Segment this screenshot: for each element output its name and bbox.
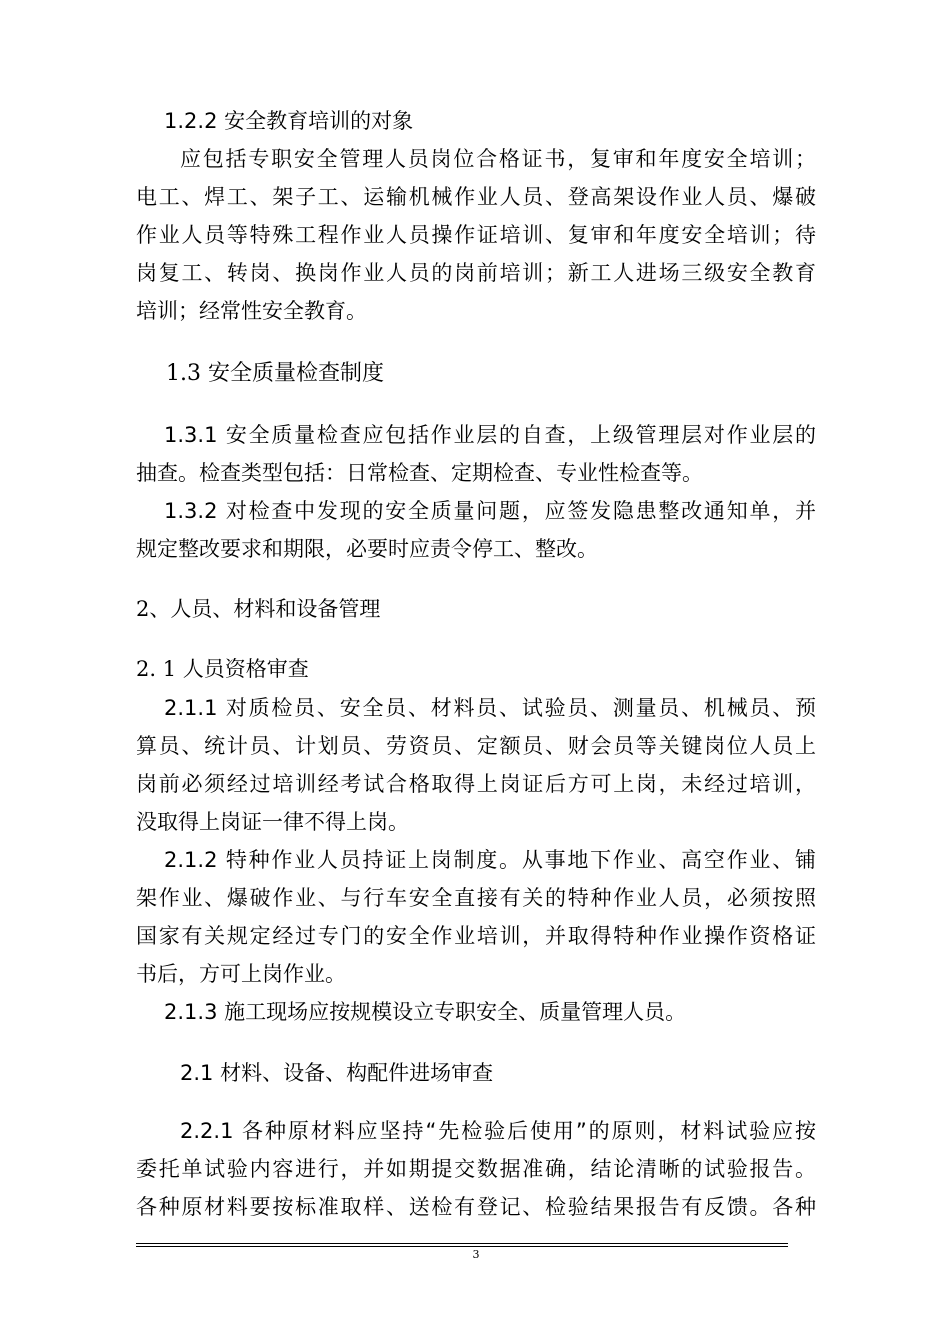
heading-1-2-2: 1.2.2 安全教育培训的对象 bbox=[164, 109, 414, 133]
paragraph-line: 2.1.1 对质检员、安全员、材料员、试验员、测量员、机械员、预 bbox=[164, 696, 816, 720]
footer-rule-bottom bbox=[136, 1246, 788, 1247]
heading-1-3 bbox=[166, 355, 384, 393]
heading-2-1 bbox=[136, 650, 309, 688]
paragraph-line: 抽查。检查类型包括：日常检查、定期检查、专业性检查等。 bbox=[136, 461, 703, 485]
paragraph-line: 培训；经常性安全教育。 bbox=[136, 299, 367, 323]
heading-number: 2 bbox=[136, 597, 150, 621]
heading-2 bbox=[136, 590, 380, 628]
paragraph-line: 2.1.3 施工现场应按规模设立专职安全、质量管理人员。 bbox=[164, 1000, 687, 1024]
paragraph-line: 国家有关规定经过专门的安全作业培训，并取得特种作业操作资格证 bbox=[136, 924, 816, 948]
paragraph-line: 各种原材料要按标准取样、送检有登记、检验结果报告有反馈。各种 bbox=[136, 1195, 816, 1219]
heading-2-2: 2.1 材料、设备、构配件进场审查 bbox=[180, 1061, 494, 1085]
paragraph-line: 规定整改要求和期限，必要时应责令停工、整改。 bbox=[136, 537, 598, 561]
paragraph-line: 书后，方可上岗作业。 bbox=[136, 962, 346, 986]
heading-number: 1.3 bbox=[166, 361, 201, 386]
heading-title: 安全质量检查制度 bbox=[208, 361, 385, 386]
paragraph-line: 委托单试验内容进行，并如期提交数据准确，结论清晰的试验报告。 bbox=[136, 1157, 816, 1181]
paragraph-line: 岗复工、转岗、换岗作业人员的岗前培训；新工人进场三级安全教育 bbox=[136, 261, 816, 285]
heading-title: 、人员、材料和设备管理 bbox=[149, 597, 381, 621]
paragraph-line: 作业人员等特殊工程作业人员操作证培训、复审和年度安全培训；待 bbox=[136, 223, 816, 247]
paragraph-line: 电工、焊工、架子工、运输机械作业人员、登高架设作业人员、爆破 bbox=[136, 185, 816, 209]
paragraph-line: 应包括专职安全管理人员岗位合格证书，复审和年度安全培训； bbox=[180, 147, 816, 171]
paragraph-line: 架作业、爆破作业、与行车安全直接有关的特种作业人员，必须按照 bbox=[136, 886, 816, 910]
paragraph-line: 没取得上岗证一律不得上岗。 bbox=[136, 810, 409, 834]
page-number: 3 bbox=[472, 1248, 480, 1261]
paragraph-line: 岗前必须经过培训经考试合格取得上岗证后方可上岗，未经过培训， bbox=[136, 772, 816, 796]
paragraph-line: 1.3.2 对检查中发现的安全质量问题，应签发隐患整改通知单，并 bbox=[164, 499, 816, 523]
footer-rule-top bbox=[136, 1243, 788, 1244]
paragraph-line: 1.3.1 安全质量检查应包括作业层的自查，上级管理层对作业层的 bbox=[164, 423, 816, 447]
paragraph-line: 2.1.2 特种作业人员持证上岗制度。从事地下作业、高空作业、铺 bbox=[164, 848, 816, 872]
paragraph-line: 算员、统计员、计划员、劳资员、定额员、财会员等关键岗位人员上 bbox=[136, 734, 816, 758]
heading-number: 2. 1 bbox=[136, 657, 177, 681]
paragraph-line: 2.2.1 各种原材料应坚持“先检验后使用”的原则，材料试验应按 bbox=[180, 1119, 816, 1143]
heading-title: 人员资格审查 bbox=[182, 657, 309, 681]
